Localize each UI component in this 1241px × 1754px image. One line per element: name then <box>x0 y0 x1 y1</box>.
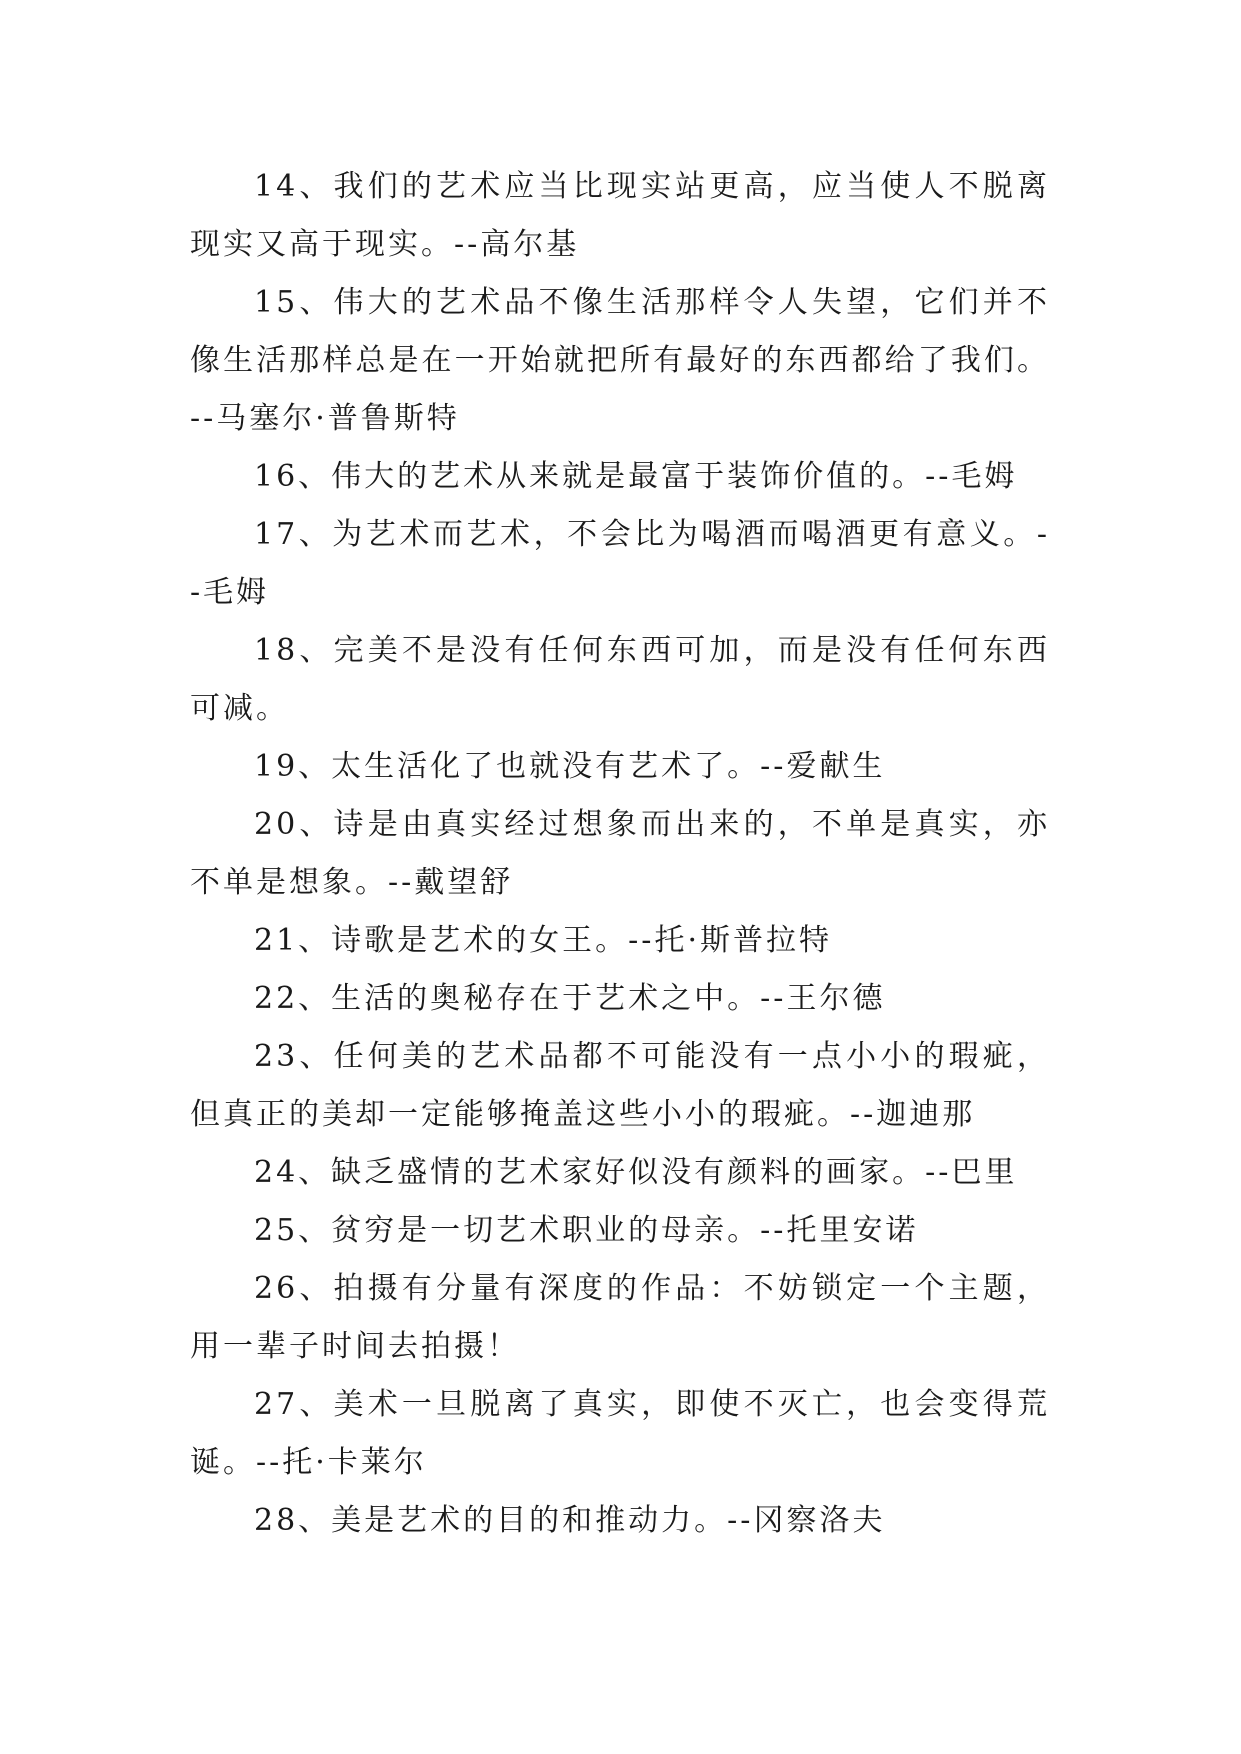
quote-paragraph-24: 24、缺乏盛情的艺术家好似没有颜料的画家。--巴里 <box>254 1155 1018 1190</box>
quote-list <box>190 158 1050 1550</box>
quote-paragraph-22: 22、生活的奥秘存在于艺术之中。--王尔德 <box>254 981 886 1016</box>
quote-paragraph-16: 16、伟大的艺术从来就是最富于装饰价值的。--毛姆 <box>254 459 1018 494</box>
quote-paragraph-27: 27、美术一旦脱离了真实，即使不灭亡，也会变得荒诞。--托·卡莱尔 <box>190 1387 1050 1480</box>
quote-paragraph-25: 25、贫穷是一切艺术职业的母亲。--托里安诺 <box>254 1213 919 1248</box>
quote-paragraph-21: 21、诗歌是艺术的女王。--托·斯普拉特 <box>254 923 832 958</box>
quote-paragraph-14: 14、我们的艺术应当比现实站更高，应当使人不脱离现实又高于现实。--高尔基 <box>190 169 1050 262</box>
quote-paragraph-18: 18、完美不是没有任何东西可加，而是没有任何东西可减。 <box>190 633 1050 726</box>
quote-paragraph-28: 28、美是艺术的目的和推动力。--冈察洛夫 <box>254 1503 886 1538</box>
quote-paragraph-15: 15、伟大的艺术品不像生活那样令人失望，它们并不像生活那样总是在一开始就把所有最好的东西都给了我们。--马塞尔·普鲁斯特 <box>190 285 1050 436</box>
quote-paragraph-26: 26、拍摄有分量有深度的作品：不妨锁定一个主题，用一辈子时间去拍摄！ <box>190 1271 1050 1364</box>
quote-paragraph-19: 19、太生活化了也就没有艺术了。--爱献生 <box>254 749 886 784</box>
quote-paragraph-17: 17、为艺术而艺术，不会比为喝酒而喝酒更有意义。--毛姆 <box>190 517 1050 610</box>
quote-paragraph-20: 20、诗是由真实经过想象而出来的，不单是真实，亦不单是想象。--戴望舒 <box>190 807 1050 900</box>
quote-paragraph-23: 23、任何美的艺术品都不可能没有一点小小的瑕疵，但真正的美却一定能够掩盖这些小小的瑕疵。--迦迪那 <box>190 1039 1050 1132</box>
